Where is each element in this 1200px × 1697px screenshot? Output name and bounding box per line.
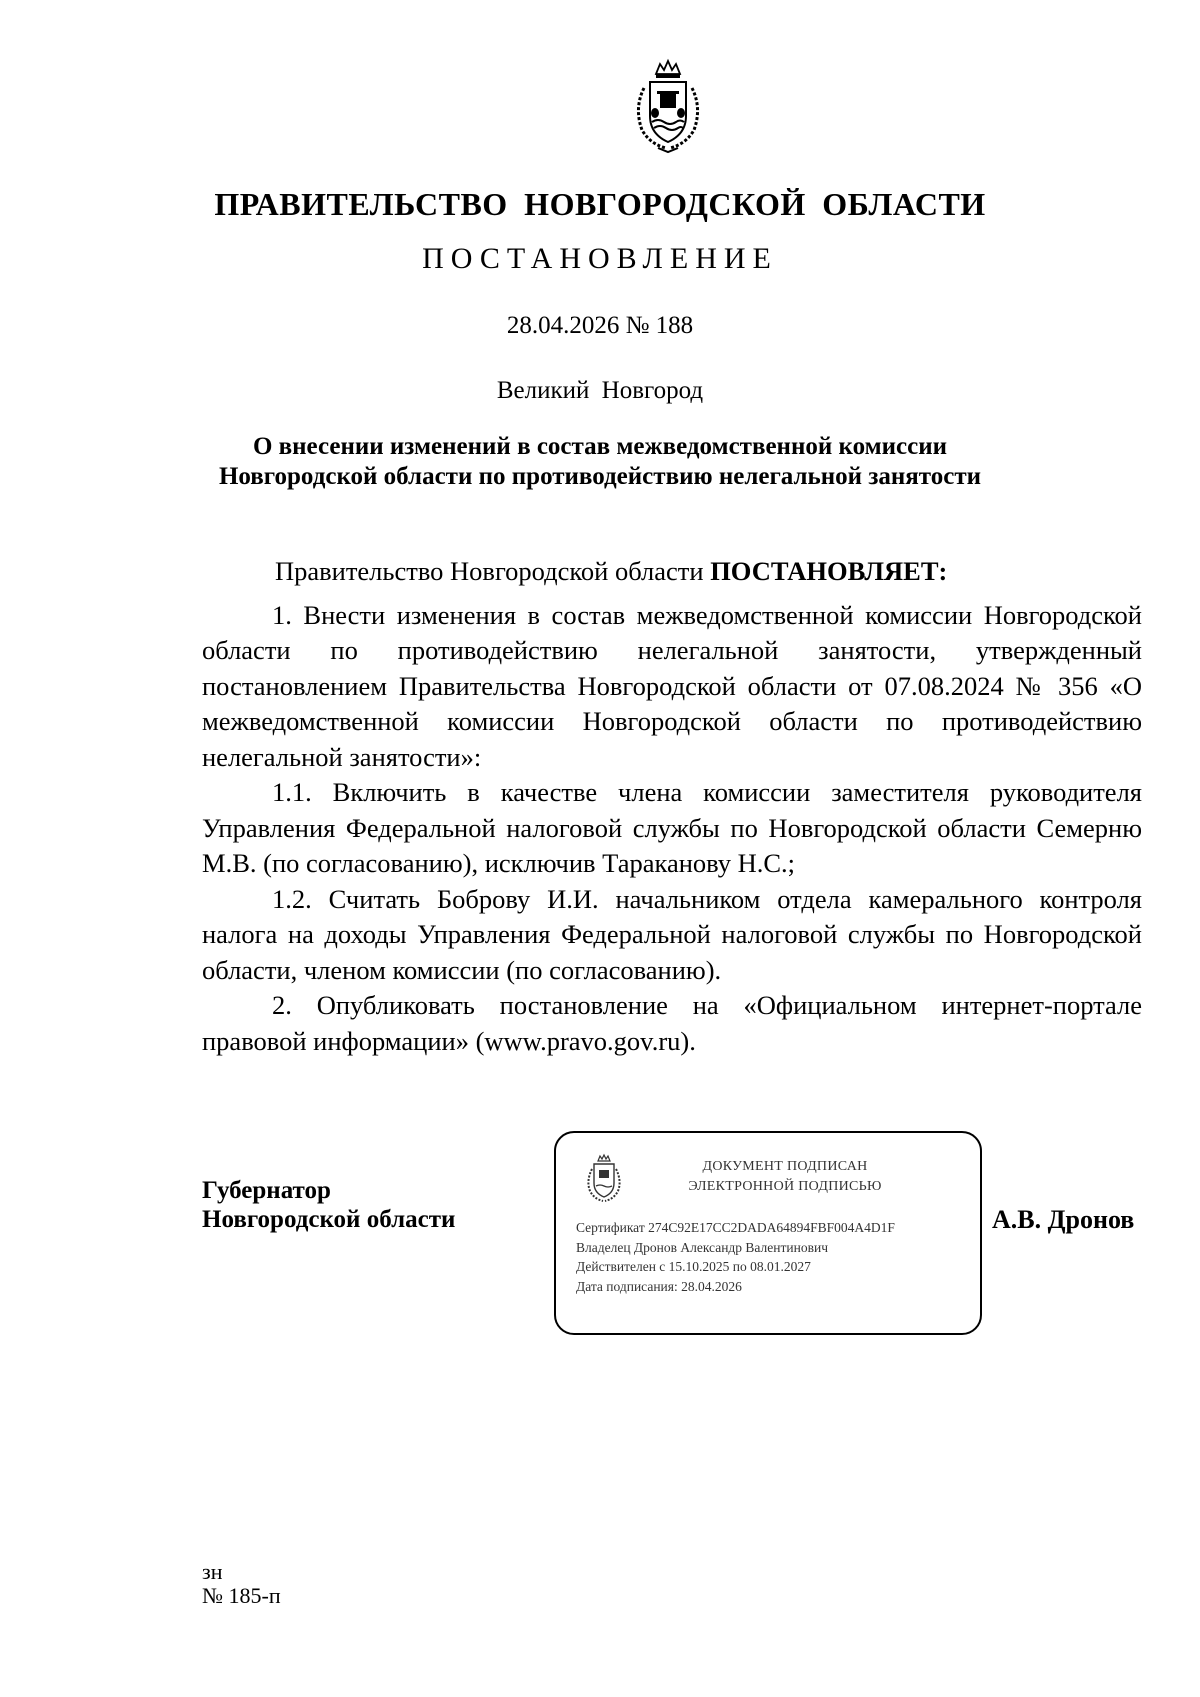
coat-of-arms-icon xyxy=(630,58,706,154)
document-subject xyxy=(140,432,1060,492)
stamp-title xyxy=(640,1157,930,1197)
document-type: ПОСТАНОВЛЕНИЕ xyxy=(422,242,778,275)
position-line-2: Новгородской области xyxy=(202,1206,456,1233)
document-city: Великий Новгород xyxy=(496,377,704,404)
signatory-position xyxy=(202,1176,455,1234)
document-footer xyxy=(202,1560,281,1608)
stamp-signed-date: Дата подписания: 28.04.2026 xyxy=(576,1278,742,1294)
position-line-1: Губернатор xyxy=(202,1177,331,1204)
electronic-signature-stamp xyxy=(554,1131,982,1335)
paragraph-1-2: 1.2. Считать Боброву И.И. начальником отдела камерального контроля налога на доходы Управления Федеральной налоговой службы по Новгородской области, членом комиссии (по согласованию). xyxy=(202,883,1142,985)
stamp-owner: Владелец Дронов Александр Валентинович xyxy=(576,1239,828,1255)
intro-text: Правительство Новгородской области xyxy=(275,556,711,586)
stamp-title-line-1: ДОКУМЕНТ ПОДПИСАН xyxy=(702,1159,868,1174)
stamp-validity: Действителен с 15.10.2025 по 08.01.2027 xyxy=(576,1259,811,1274)
stamp-details xyxy=(576,1218,895,1296)
document-body xyxy=(202,554,1142,1059)
stamp-coat-of-arms-icon xyxy=(584,1153,624,1203)
paragraph-1: 1. Внести изменения в состав межведомственной комиссии Новгородской области по противодействию нелегальной занятости, утвержденный постановлением Правительства Новгородской области от 07.08.2024 № 356 «О межведомственной комиссии Новгородской области по противодействию нелегальной занятости»: xyxy=(202,599,1142,772)
stamp-title-line-2: ЭЛЕКТРОННОЙ ПОДПИСЬЮ xyxy=(688,1179,882,1194)
stamp-certificate: Сертификат 274C92E17CC2DADA64894FBF004A4D1F xyxy=(576,1220,895,1235)
subject-line-2: Новгородской области по противодействию нелегальной занятости xyxy=(218,463,982,490)
organization-title: ПРАВИТЕЛЬСТВО НОВГОРОДСКОЙ ОБЛАСТИ xyxy=(214,186,986,222)
document-date-number: 28.04.2026 № 188 xyxy=(506,312,694,339)
subject-line-1: О внесении изменений в состав межведомственной комиссии xyxy=(252,433,948,460)
footer-doc-number: № 185-п xyxy=(202,1583,281,1608)
paragraph-1-1: 1.1. Включить в качестве члена комиссии заместителя руководителя Управления Федеральной налоговой службы по Новгородской области Семерню М.В. (по согласованию), исключив Тараканову Н.С.; xyxy=(202,777,1142,878)
intro-resolves: ПОСТАНОВЛЯЕТ: xyxy=(710,556,948,586)
signatory-name: А.В. Дронов xyxy=(992,1205,1135,1234)
intro-paragraph xyxy=(202,554,1142,590)
paragraph-2: 2. Опубликовать постановление на «Официальном интернет-портале правовой информации» (www.pravo.gov.ru). xyxy=(202,990,1142,1056)
footer-initials: зн xyxy=(202,1559,223,1584)
